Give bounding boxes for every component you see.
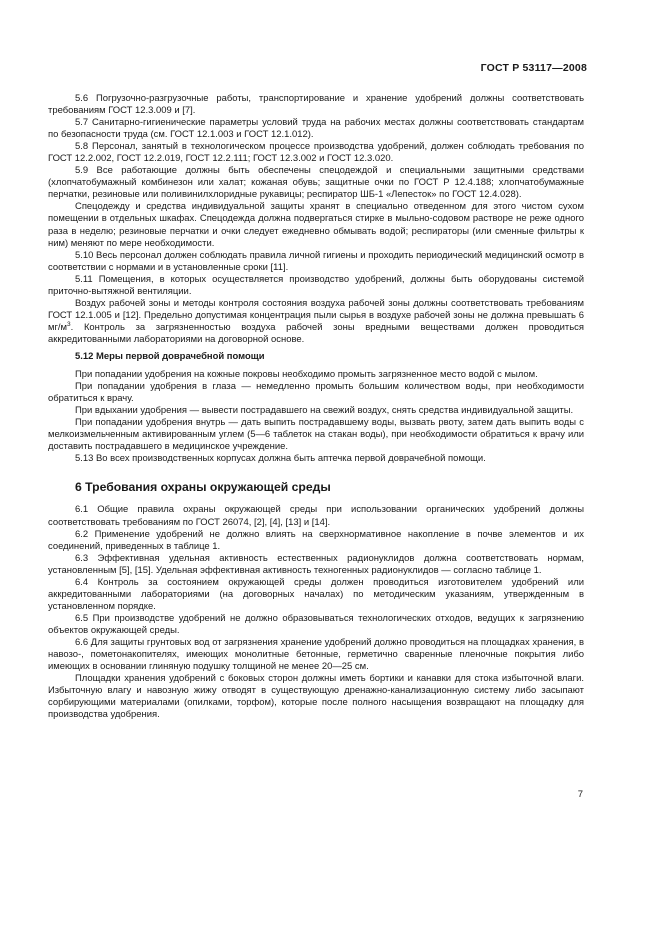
clause-5-10: 5.10 Весь персонал должен соблюдать правила личной гигиены и проходить периодический медицинский осмотр в соответствии с нормами и в установленные сроки [11]. [48,249,584,273]
first-aid-eyes: При попадании удобрения в глаза — немедленно промыть большим количеством воды, при необходимости обратиться к врачу. [48,381,584,405]
air-text-start: Воздух рабочей зоны и методы контроля состояния воздуха рабочей зоны должны соответствовать требованиям ГОСТ 12.1.005 и [12]. Предельно допустимая концентрация пыли сырья в воздухе рабочей зоны не должна превышать 6 мг/м [48,297,584,333]
document-body [48,93,584,721]
clause-6-4: 6.4 Контроль за состоянием окружающей среды должен проводиться изготовителем удобрений или аккредитованными лабораториями (на договорных началах) по методическим указаниям, утвержденным в установленном порядке. [48,576,584,612]
first-aid-skin: При попадании удобрения на кожные покровы необходимо промыть загрязненное место водой с мылом. [75,369,538,381]
document-header: ГОСТ Р 53117—2008 [480,62,587,74]
clause-5-7: 5.7 Санитарно-гигиенические параметры условий труда на рабочих местах должны соответствовать стандартам по безопасности труда (см. ГОСТ 12.1.003 и ГОСТ 12.1.012). [48,117,584,141]
clause-5-6: 5.6 Погрузочно-разгрузочные работы, транспортирование и хранение удобрений должны соответствовать требованиям ГОСТ 12.3.009 и [7]. [48,93,584,117]
air-text-end: . Контроль за загрязненностью воздуха рабочей зоны вредными веществами должен проводиться аккредитованными лабораториями на договорной основе. [48,321,584,345]
section-6-title: 6 Требования охраны окружающей среды [75,480,331,495]
page-number: 7 [577,789,583,800]
clause-6-3: 6.3 Эффективная удельная активность естественных радионуклидов должна соответствовать нормам, установленным [5], [15]. Удельная эффективная активность техногенных радионуклидов — согласно таблице 1. [48,552,584,576]
clause-5-11-air [48,298,584,346]
clause-5-9: 5.9 Все работающие должны быть обеспечены спецодеждой и специальными защитными средствами (хлопчатобумажный комбинезон или халат; кожаная обувь; защитные очки по ГОСТ Р 12.4.188; хлопчатобумажные перчатки, резиновые или поливинилхлоридные рукавицы; респиратор ШБ-1 «Лепесток» по ГОСТ 12.4.028). [48,165,584,201]
clause-5-9-storage: Спецодежду и средства индивидуальной защиты хранят в специально отведенном для этого чистом сухом помещении в отдельных шкафах. Спецодежда должна подвергаться стирке в мыльно-содовом растворе не реже одного раза в неделю; резиновые перчатки и очки следует ежедневно обмывать водой; респираторы (или сменные фильтры к ним) меняют по мере необходимости. [48,201,584,249]
clause-6-6: 6.6 Для защиты грунтовых вод от загрязнения хранение удобрений должно проводиться на площадках хранения, в навозо-, пометонакопителях, имеющих монолитные бетонные, герметично сваренные пленочные покрытия либо имеющих в основании глиняную подушку толщиной не менее 20—25 см. [48,636,584,673]
clause-5-8: 5.8 Персонал, занятый в технологическом процессе производства удобрений, должен соблюдать требования по ГОСТ 12.2.002, ГОСТ 12.2.019, ГОСТ 12.2.111; ГОСТ 12.3.002 и ГОСТ 12.3.020. [48,141,584,165]
clause-5-13: 5.13 Во всех производственных корпусах должна быть аптечка первой доврачебной помощи. [75,453,486,465]
clause-6-5: 6.5 При производстве удобрений не должно образовываться технологических отходов, ведущих к загрязнению объектов окружающей среды. [48,612,584,636]
first-aid-inhalation: При вдыхании удобрения — вывести пострадавшего на свежий воздух, снять средства индивидуальной защиты. [75,405,574,417]
first-aid-ingestion: При попадании удобрения внутрь — дать выпить пострадавшему воды, вызвать рвоту, затем дать выпить воды с мелкоизмельченным активированным углем (5—6 таблеток на стакан воды), при необходимости обратиться к врачу или доставить пострадавшего в медицинское учреждение. [48,417,584,453]
clause-6-1: 6.1 Общие правила охраны окружающей среды при использовании органических удобрений должны соответствовать требованиям по ГОСТ 26074, [2], [4], [13] и [14]. [48,504,584,528]
clause-6-2: 6.2 Применение удобрений не должно влиять на сверхнормативное накопление в почве элементов и их соединений, приведенных в таблице 1. [48,528,584,552]
clause-5-11: 5.11 Помещения, в которых осуществляется производство удобрений, должны быть оборудованы системой приточно-вытяжной вентиляции. [48,273,584,297]
air-text-superscript: 3 [67,320,71,328]
subheading-first-aid: 5.12 Меры первой доврачебной помощи [75,350,265,362]
clause-6-6-storage-sites: Площадки хранения удобрений с боковых сторон должны иметь бортики и канавки для стока избыточной влаги. Избыточную влагу и навозную жижу отводят в существующую дренажно-канализационную систему либо засыпают сорбирующими материалами (опилками, торфом), которые после полного насыщения возвращают на площадку для производства удобрения. [48,673,584,721]
